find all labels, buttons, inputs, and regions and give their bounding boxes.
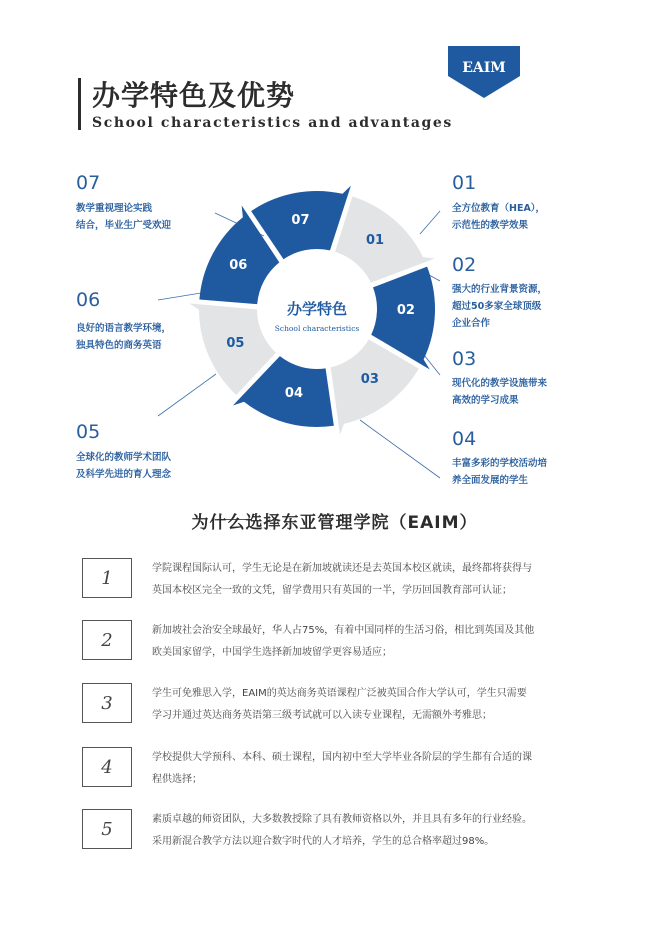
reason-text: 新加坡社会治安全球最好，华人占75%，有着中国同样的生活习俗，相比到英国及其他 欧美国家留学，中国学生选择新加坡留学更容易适应； xyxy=(152,625,535,658)
page-title: 办学特色及优势 xyxy=(92,79,296,112)
logo-text: EAIM xyxy=(462,60,506,76)
reason-text: 学校提供大学预科、本科、硕士课程，国内初中至大学毕业各阶层的学生都有合适的课 程供选择； xyxy=(152,752,532,785)
feature-03-number: 03 xyxy=(452,348,477,370)
reason-item-3 xyxy=(82,683,602,733)
why-title: 为什么选择东亚管理学院（EAIM） xyxy=(191,513,478,533)
feature-06-text: 良好的语言教学环境， 独具特色的商务英语 xyxy=(76,323,172,351)
connector-01 xyxy=(420,211,440,234)
reason-number: 1 xyxy=(82,558,132,598)
reason-text: 素质卓越的师资团队，大多数教授除了具有教师资格以外，并且具有多年的行业经验。 采用新混合教学方法以迎合数字时代的人才培养，学生的总合格率超过98%。 xyxy=(152,814,532,847)
segment-label-05: 05 xyxy=(226,335,245,351)
feature-01-number: 01 xyxy=(452,172,477,194)
feature-07-number: 07 xyxy=(76,172,101,194)
wheel-center-subtitle: School characteristics xyxy=(274,324,360,333)
reason-item-1 xyxy=(82,558,602,608)
feature-07-text: 教学重视理论实践 结合，毕业生广受欢迎 xyxy=(76,203,172,231)
page-subtitle: School characteristics and advantages xyxy=(92,115,453,131)
reason-item-2 xyxy=(82,620,602,670)
reason-text: 学院课程国际认可，学生无论是在新加坡就读还是去英国本校区就读，最终都将获得与 英国本校区完全一致的文凭，留学费用只有英国的一半，学历回国教育部可认证； xyxy=(152,563,532,596)
feature-05-number: 05 xyxy=(76,421,101,443)
feature-04-number: 04 xyxy=(452,428,477,450)
feature-04-text: 丰富多彩的学校活动培 养全面发展的学生 xyxy=(452,458,548,486)
reason-item-5 xyxy=(82,809,602,859)
segment-label-04: 04 xyxy=(284,385,303,401)
reason-number: 5 xyxy=(82,809,132,849)
feature-05-text: 全球化的教师学术团队 及科学先进的育人理念 xyxy=(76,452,172,480)
feature-01-text: 全方位教育（HEA）， 示范性的教学效果 xyxy=(452,203,546,231)
segment-label-02: 02 xyxy=(396,303,415,319)
reason-text: 学生可免雅思入学，EAIM的英达商务英语课程广泛被英国合作大学认可，学生只需要 学习并通过英达商务英语第三级考试就可以入读专业课程，无需额外考雅思； xyxy=(152,688,527,721)
segment-label-07: 07 xyxy=(291,212,310,228)
feature-03-text: 现代化的教学设施带来 高效的学习成果 xyxy=(452,378,548,406)
wheel-center-title: 办学特色 xyxy=(286,300,347,318)
connector-06 xyxy=(158,293,201,300)
segment-label-03: 03 xyxy=(360,371,379,387)
segment-label-01: 01 xyxy=(366,232,385,248)
reason-item-4 xyxy=(82,747,602,797)
reason-number: 3 xyxy=(82,683,132,723)
feature-02-number: 02 xyxy=(452,254,477,276)
connector-04 xyxy=(360,420,440,478)
feature-02-text: 强大的行业背景资源， 超过50多家全球顶级 企业合作 xyxy=(452,284,548,329)
reason-number: 2 xyxy=(82,620,132,660)
feature-06-number: 06 xyxy=(76,289,101,311)
segment-label-06: 06 xyxy=(229,258,248,274)
connector-05 xyxy=(158,374,216,416)
reason-number: 4 xyxy=(82,747,132,787)
